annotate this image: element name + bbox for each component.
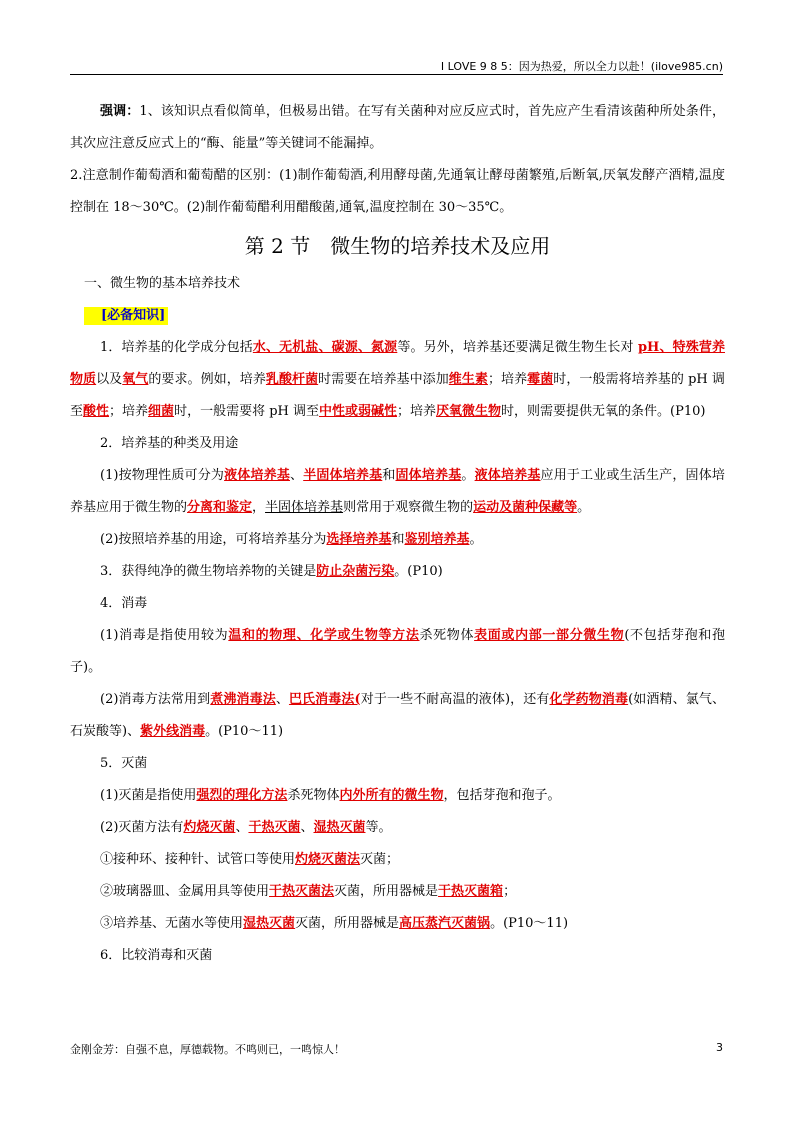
item-5-case-2	[70, 876, 725, 908]
text: (如酒精、氯气、石炭酸等)、	[70, 692, 725, 739]
text: (2)灭菌方法有	[100, 820, 184, 835]
text: 。(P10～11)	[205, 724, 284, 739]
key-answer: 水、无机盐、碳源、氮源	[252, 340, 398, 355]
text: 对于一些不耐高温的液体)，还有	[360, 692, 550, 707]
item-2-heading: 2．培养基的种类及用途	[100, 436, 239, 451]
key-answer: 半固体培养基	[303, 468, 383, 483]
must-know-tag-row	[70, 300, 725, 332]
key-answer: 灼烧灭菌	[183, 820, 236, 835]
text: ；培养	[109, 404, 149, 419]
text: 。	[461, 468, 475, 483]
text: 、	[290, 468, 304, 483]
page-content	[70, 96, 725, 972]
text: (1)按物理性质可分为	[100, 468, 225, 483]
text: 等。	[365, 820, 392, 835]
text: 、	[300, 820, 314, 835]
page-header: I LOVE 9 8 5：因为热爱，所以全力以赴！(ilove985.cn)	[440, 60, 723, 73]
text: (1)消毒是指使用较为	[100, 628, 229, 643]
item-3-pure-culture	[70, 556, 725, 588]
text: 。(P10)	[394, 564, 443, 579]
text: 杀死物体	[287, 788, 340, 803]
key-answer: 温和的物理、化学或生物等方法	[228, 628, 420, 643]
key-answer: 液体培养基	[474, 468, 541, 483]
must-know-tag: [必备知识]	[84, 307, 168, 325]
emphasis-paragraph-2: 2.注意制作葡萄酒和葡萄醋的区别：(1)制作葡萄酒,利用酵母菌,先通氧让酵母菌繁殖,后断氧,厌氧发酵产酒精,温度控制在 18～30℃。(2)制作葡萄醋利用醋酸菌,通氧,温度控制在 30～35℃。	[70, 168, 725, 215]
key-answer: 紫外线消毒	[140, 724, 206, 739]
underlined-text: 半固体培养基	[265, 500, 344, 515]
key-answer: 巴氏消毒法(	[288, 692, 361, 707]
item-5-case-3	[70, 908, 725, 940]
emphasis-label: 强调：	[100, 104, 140, 119]
key-answer: 防止杂菌污染	[316, 564, 395, 579]
key-answer: 液体培养基	[224, 468, 290, 483]
item-5-heading: 5．灭菌	[100, 756, 148, 771]
key-answer: 固体培养基	[395, 468, 462, 483]
text: 杀死物体	[419, 628, 475, 643]
key-answer: 表面或内部一部分微生物	[474, 628, 625, 643]
key-answer: 维生素	[448, 372, 488, 387]
text: ③培养基、无菌水等使用	[100, 916, 244, 931]
text: ，包括芽孢和孢子。	[443, 788, 561, 803]
key-answer: 干热灭菌法	[269, 884, 335, 899]
text: (2)消毒方法常用到	[100, 692, 211, 707]
footer-motto: 金刚金芳：自强不息，厚德载物。不鸣则已，一鸣惊人！	[70, 1043, 345, 1056]
key-answer: 鉴别培养基	[404, 532, 470, 547]
text: 1．培养基的化学成分包括	[100, 340, 253, 355]
key-answer: 湿热灭菌	[243, 916, 296, 931]
key-answer: 氧气	[122, 372, 149, 387]
text: (不包括芽孢和孢子)。	[70, 628, 725, 675]
text: 等。另外，培养基还要满足微生物生长对	[397, 340, 638, 355]
text: 、	[235, 820, 249, 835]
text: 。(P10～11)	[490, 916, 569, 931]
text: 。	[577, 500, 591, 515]
text: 时，则需要提供无氧的条件。(P10)	[501, 404, 706, 419]
subheading-basic-culture: 一、微生物的基本培养技术	[84, 276, 241, 291]
text: ；培养	[397, 404, 437, 419]
text: 和	[382, 468, 396, 483]
text: (1)灭菌是指使用	[100, 788, 197, 803]
text: 。	[469, 532, 483, 547]
text: 时，一般需要将 pH 调至	[174, 404, 319, 419]
key-answer: 高压蒸汽灭菌锅	[399, 916, 491, 931]
item-4-heading: 4．消毒	[100, 596, 148, 611]
key-answer: 化学药物消毒	[549, 692, 629, 707]
key-answer: 选择培养基	[326, 532, 392, 547]
key-answer: 分离和鉴定	[187, 500, 253, 515]
key-answer: 乳酸杆菌	[265, 372, 319, 387]
text: ①接种环、接种针、试管口等使用	[100, 852, 296, 867]
text: 3．获得纯净的微生物培养物的关键是	[100, 564, 317, 579]
text: (2)按照培养基的用途，可将培养基分为	[100, 532, 327, 547]
key-answer: 厌氧微生物	[436, 404, 502, 419]
key-answer: 强烈的理化方法	[196, 788, 288, 803]
key-answer: 煮沸消毒法	[210, 692, 276, 707]
key-answer: 酸性	[83, 404, 110, 419]
key-answer: pH、特殊营养物质	[70, 340, 725, 387]
text: ②玻璃器皿、金属用具等使用	[100, 884, 270, 899]
text: 应用于工业或生活生产，固体培养基应用于微生物的	[70, 468, 725, 515]
item-5-case-1	[70, 844, 725, 876]
text: 灭菌，所用器械是	[334, 884, 439, 899]
text: 以及	[96, 372, 123, 387]
text: ；	[503, 884, 517, 899]
text: 、	[275, 692, 289, 707]
page-number: 3	[716, 1041, 723, 1054]
key-answer: 灼烧灭菌法	[295, 852, 361, 867]
text: ；培养	[487, 372, 528, 387]
item-4-definition	[70, 620, 725, 684]
emphasis-paragraph-1	[70, 96, 725, 160]
key-answer: 内外所有的微生物	[339, 788, 444, 803]
item-5-methods	[70, 812, 725, 844]
item-2-usage-types	[70, 524, 725, 556]
emphasis-text-1: 1、该知识点看似简单，但极易出错。在写有关菌种对应反应式时，首先应产生看清该菌种所处条件，其次应注意反应式上的“酶、能量”等关键词不能漏掉。	[70, 104, 725, 151]
text: 和	[391, 532, 405, 547]
key-answer: 湿热灭菌	[313, 820, 366, 835]
key-answer: 霉菌	[527, 372, 554, 387]
key-answer: 干热灭菌	[248, 820, 301, 835]
text: 时，一般需将培养基的 pH 调至	[70, 372, 725, 419]
text: 则常用于观察微生物的	[343, 500, 474, 515]
item-6-heading: 6．比较消毒和灭菌	[100, 948, 213, 963]
text: 的要求。例如，培养	[148, 372, 266, 387]
item-2-physical-types	[70, 460, 725, 524]
text: ，	[252, 500, 266, 515]
item-4-methods	[70, 684, 725, 748]
header-divider	[70, 74, 723, 75]
key-answer: 运动及菌种保藏等	[473, 500, 578, 515]
item-5-definition	[70, 780, 725, 812]
key-answer: 中性或弱碱性	[319, 404, 398, 419]
key-answer: 干热灭菌箱	[438, 884, 504, 899]
text: 灭菌；	[360, 852, 400, 867]
key-answer: 细菌	[148, 404, 175, 419]
section-title: 第 2 节 微生物的培养技术及应用	[244, 234, 551, 258]
text: 灭菌，所用器械是	[295, 916, 400, 931]
item-1-medium-composition	[70, 332, 725, 428]
text: 时需要在培养基中添加	[318, 372, 449, 387]
